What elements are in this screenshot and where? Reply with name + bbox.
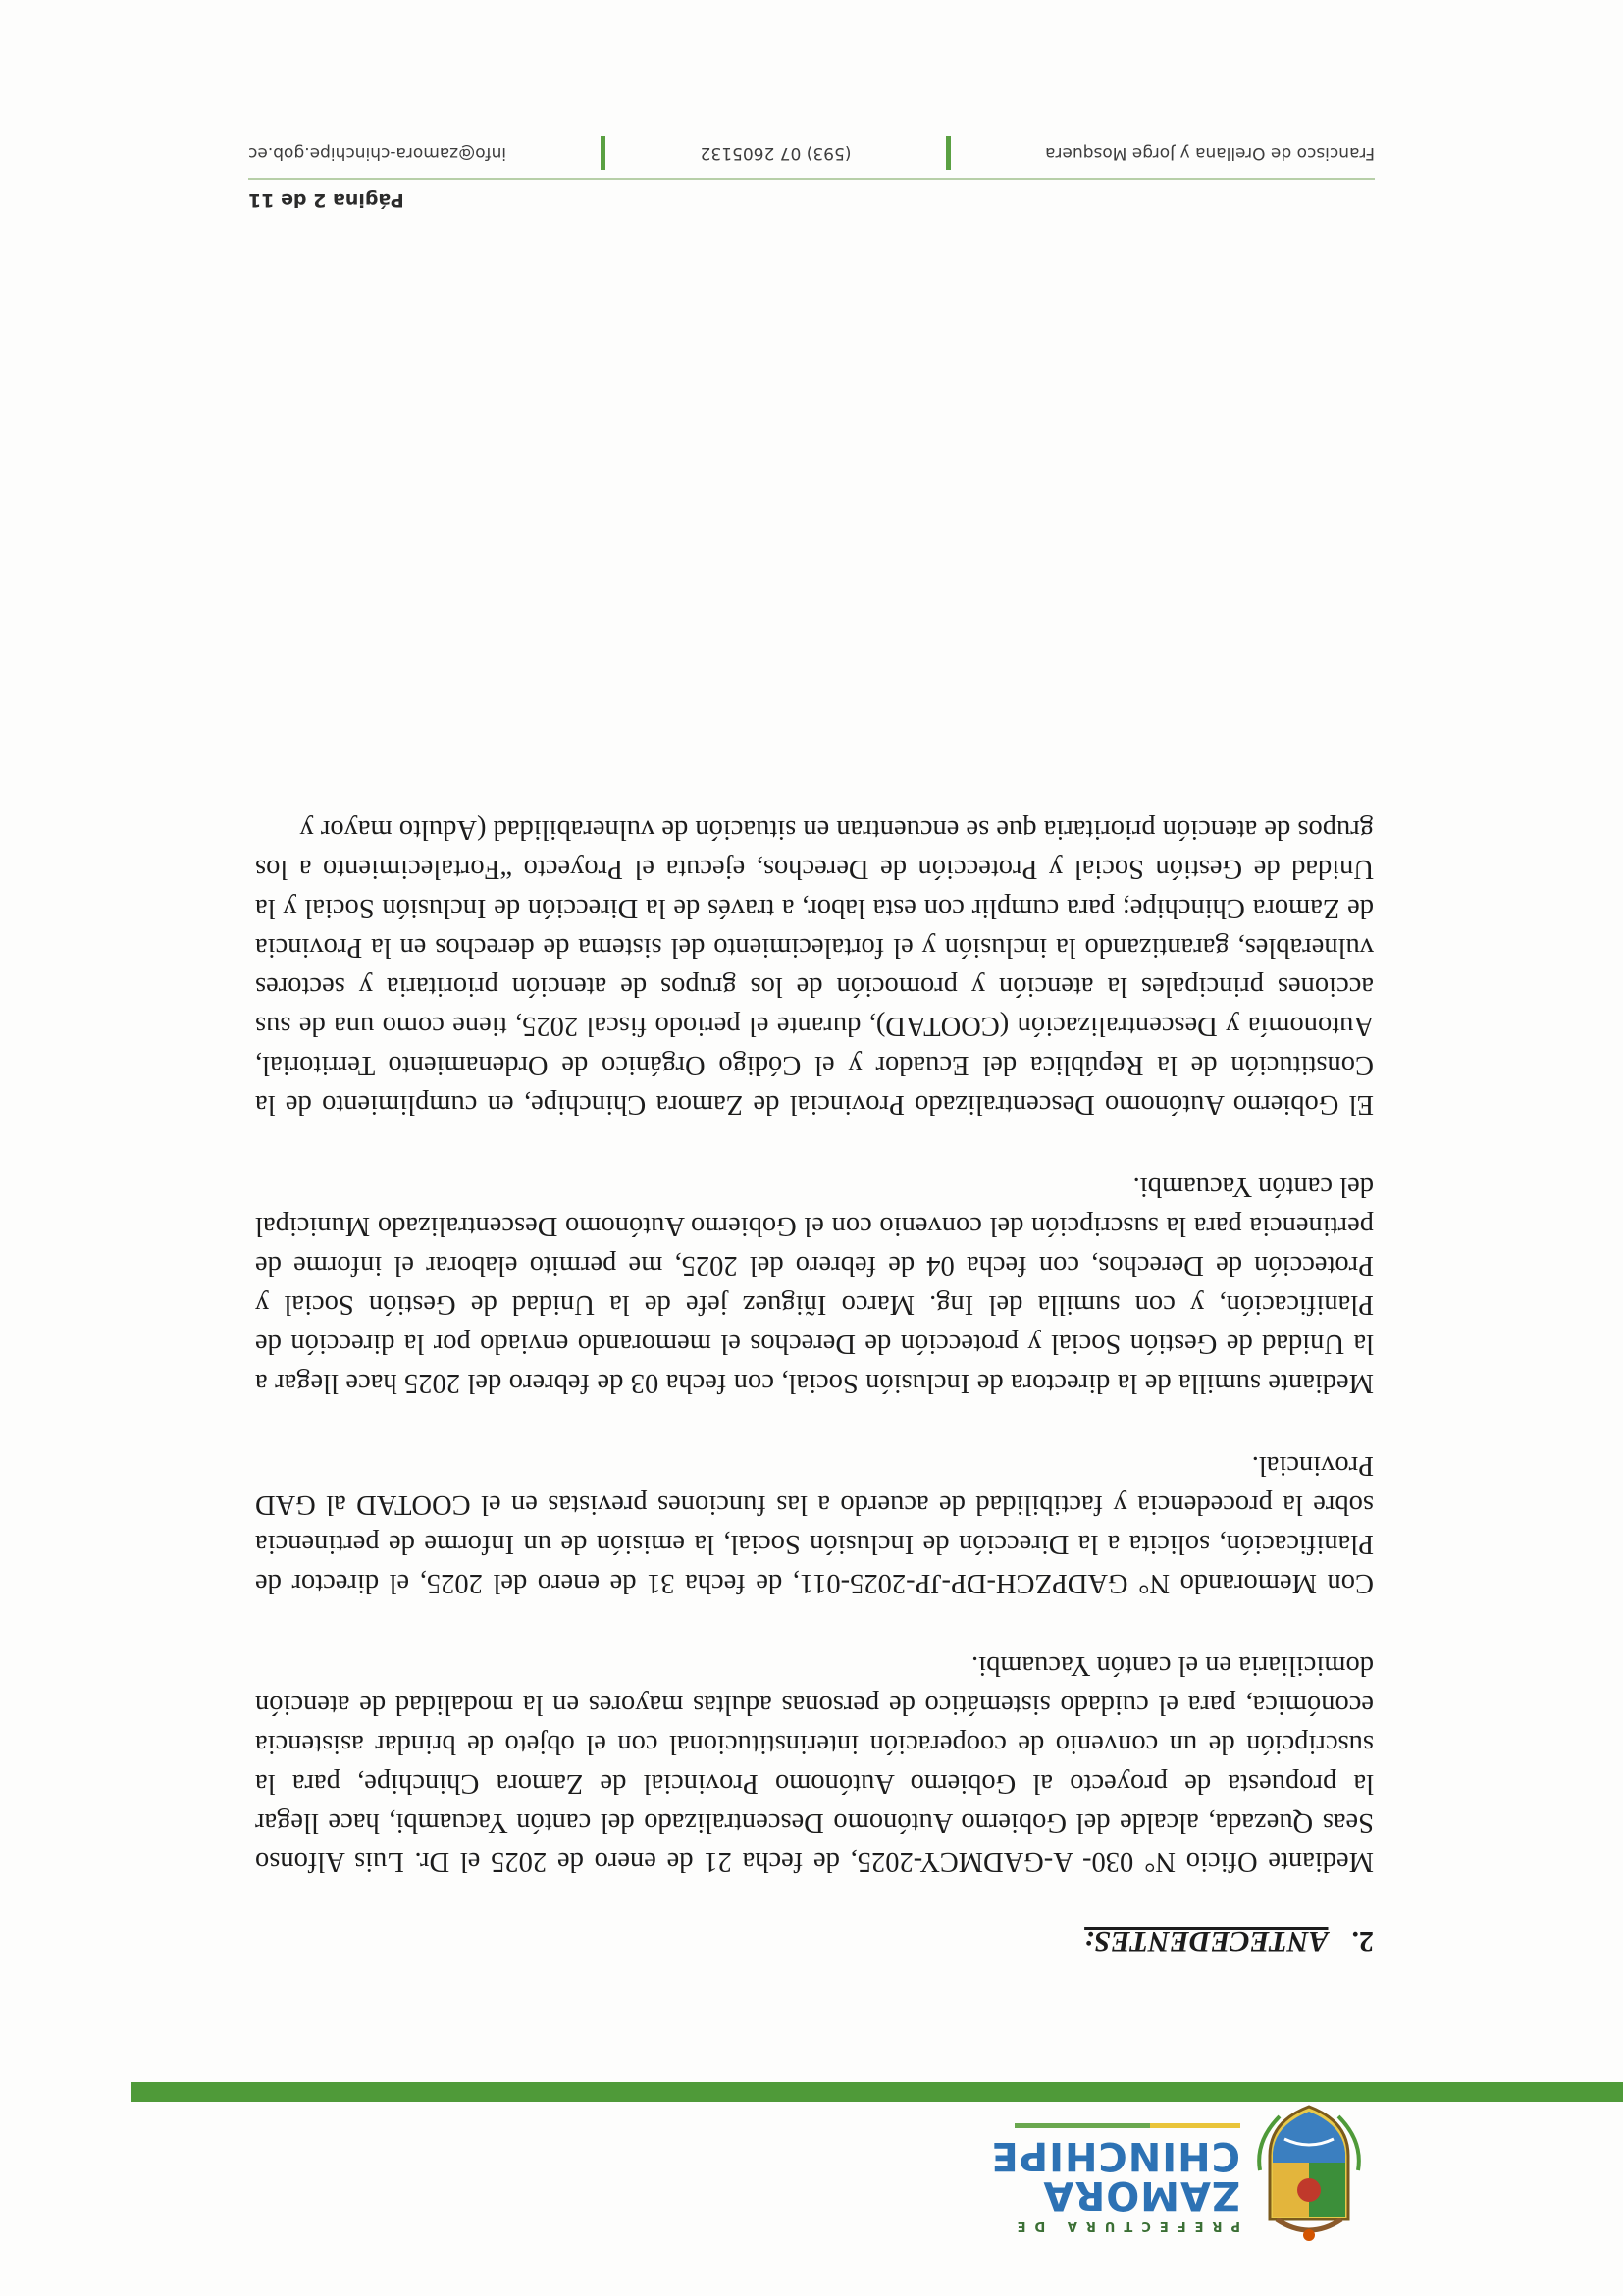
logo-line-2: CHINCHIPE (990, 2133, 1240, 2178)
footer-email: info@zamora-chinchipe.gob.ec (248, 143, 507, 163)
paragraph-2: Con Memorando N° GADPZCH-DP-JP-2025-011, de fecha 31 de enero del 2025, el director de Planificación, solicita a la Dirección de Inclusión Social, la emisión de un Informe de pertinencia sobre la procedencia y factibilidad de acuerdo a las funciones previstas en el COOTAD al GAD Provincial. (255, 1450, 1374, 1598)
page-footer (248, 136, 1375, 211)
paragraph-3: Mediante sumilla de la directora de Inclusión Social, con fecha 03 de febrero del 2025 hace llegar a la Unidad de Gestión Social y protección de Derechos el memorando enviado por la dirección de Planificación, y con sumilla del Ing. Marco Iñiguez jefe de la Unidad de Gestión Social y Protección de Derechos, con fecha 04 de febrero del 2025, me permito elaborar el informe de pertinencia para la suscripción del convenio con el Gobierno Autónomo Descentralizado Municipal del cantón Yacuambi. (255, 1172, 1374, 1398)
letterhead (0, 2090, 1623, 2296)
section-heading (255, 1924, 1374, 1957)
footer-phone: (593) 07 2605132 (700, 143, 852, 163)
header-green-bar (131, 2082, 1623, 2102)
prefectura-logo (951, 2102, 1363, 2249)
coat-of-arms-icon (1255, 2102, 1363, 2249)
footer-divider (248, 178, 1375, 180)
section-number: 2. (1351, 1925, 1374, 1957)
footer-separator (601, 136, 605, 170)
section-title: ANTECEDENTES: (1084, 1925, 1329, 1957)
footer-separator (946, 136, 951, 170)
document-body (255, 766, 1374, 1957)
page-number: Página 2 de 11 (248, 189, 404, 211)
paragraph-4: El Gobierno Autónomo Descentralizado Provincial de Zamora Chinchipe, en cumplimiento de la Constitución de la República del Ecuador y el Código Orgánico de Ordenamiento Territorial, Autonomía y Descentralización (COOTAD), durante el periodo fiscal 2025, tiene como una de sus acciones principales la atención y promoción de los grupos de atención prioritaria y sectores vulnerables, garantizando la inclusión y el fortalecimiento del sistema de derechos en la Provincia de Zamora Chinchipe; para cumplir con esta labor, a través de la Dirección de Inclusión Social y la Unidad de Gestión Social y Protección de Derechos, ejecuta el Proyecto “Fortalecimiento a los grupos de atención prioritaria que se encuentran en situación de vulnerabilidad (Adulto mayor y (255, 814, 1374, 1120)
logo-prefix: PREFECTURA DE (1008, 2218, 1240, 2233)
footer-address: Francisco de Orellana y Jorge Mosquera (1045, 143, 1375, 163)
logo-underline (1015, 2123, 1240, 2128)
logo-line-1: ZAMORA (1042, 2172, 1240, 2218)
paragraph-1: Mediante Oficio N° 030- A-GADMCY-2025, de fecha 21 de enero de 2025 el Dr. Luis Alfonso Seas Quezada, alcalde del Gobierno Autónomo Descentralizado del cantón Yacuambi, hace llegar la propuesta de proyecto al Gobierno Autónomo Provincial de Zamora Chinchipe, para la suscripción de un convenio de cooperación interinstitucional con el objeto de brindar asistencia económica, para el cuidado sistemático de personas adultas mayores en la modalidad de atención domiciliaria en el cantón Yacuambi. (255, 1650, 1374, 1877)
